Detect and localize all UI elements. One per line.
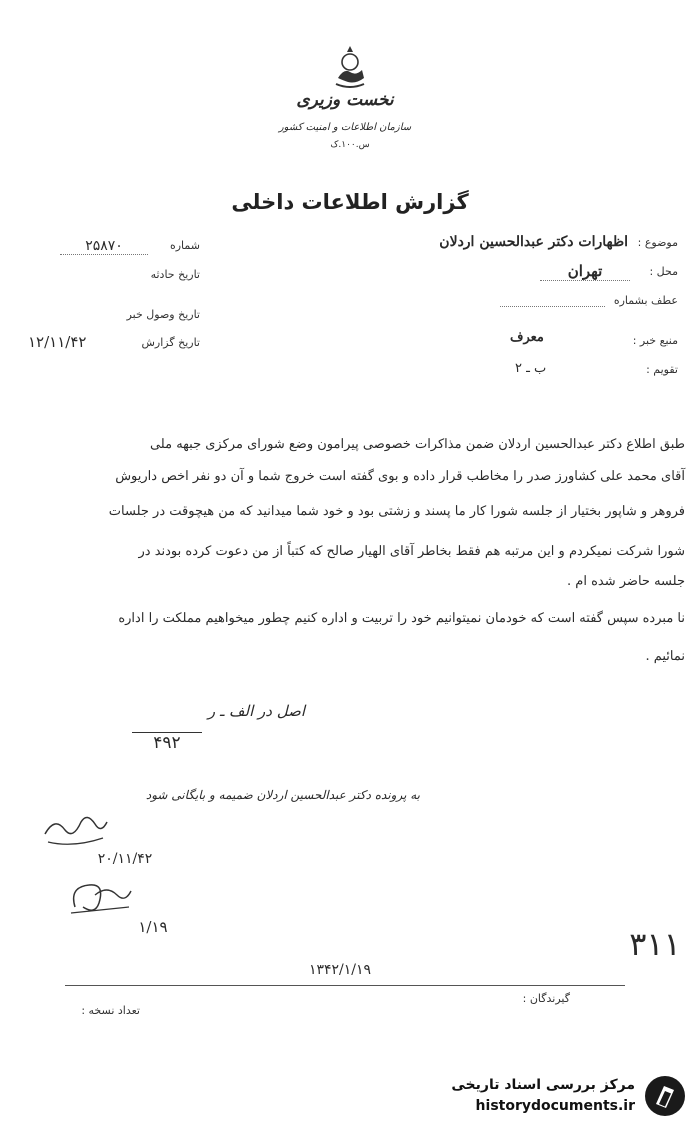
source-value: معرف — [510, 330, 544, 345]
body-line: نمائیم . — [645, 649, 685, 664]
subject-row — [370, 234, 678, 254]
source-label: منبع خبر : — [632, 334, 678, 347]
organization-name: سازمان اطلاعات و امنیت کشور — [278, 122, 412, 133]
signature-icon — [65, 877, 135, 919]
watermark-panel — [405, 1070, 700, 1120]
watermark-url: historydocuments.ir — [475, 1098, 635, 1114]
footer-date: ۱۳۴۲/۱/۱۹ — [308, 962, 372, 978]
footer-divider — [65, 985, 625, 986]
report-date-row — [28, 333, 200, 353]
body-line: جلسه حاضر شده ام . — [567, 574, 685, 589]
subject-label: موضوع : — [637, 236, 678, 249]
copies-label: تعداد نسخه : — [81, 1004, 140, 1017]
subject-value: اظهارات دکتر عبدالحسین اردلان — [439, 234, 628, 250]
signature-icon — [40, 812, 110, 852]
annotation-instruction: به پرونده دکتر عبدالحسین اردلان ضمیمه و بایگانی شود — [145, 788, 420, 802]
reference-label: عطف بشماره — [613, 294, 678, 307]
page-side-number: ۳۱۱ — [629, 925, 681, 963]
report-date-value: ۱۲/۱۱/۴۲ — [28, 333, 87, 351]
place-row — [450, 262, 678, 282]
source-row — [500, 330, 678, 350]
recipients-label: گیرندگان : — [522, 992, 570, 1005]
evaluation-value: ب ـ ۲ — [515, 361, 547, 376]
lion-and-sun-emblem-icon — [330, 44, 370, 92]
event-date-label: تاریخ حادثه — [150, 268, 200, 281]
reference-row — [500, 292, 678, 310]
evaluation-label: تقویم : — [646, 363, 678, 376]
report-number-row — [60, 238, 200, 256]
organization-code: س.۱۰۰.ک — [330, 140, 370, 150]
evaluation-row — [510, 360, 678, 380]
body-line: آقای محمد علی کشاورز صدر را مخاطب قرار داده و بوی گفته است خروج شما و آن دو نفر اخص داریوش — [115, 469, 685, 484]
reference-value-line — [500, 292, 605, 307]
report-number-value: ۲۵۸۷۰ — [60, 238, 148, 255]
annotation-number: ۴۹۲ — [132, 732, 202, 753]
received-date-label: تاریخ وصول خبر — [126, 308, 200, 321]
place-label: محل : — [649, 265, 678, 278]
body-line: شورا شرکت نمیکردم و این مرتبه هم فقط بخاطر آقای الهیار صالح که کتباً از من دعوت کرده بودند در — [138, 544, 685, 559]
office-title: نخست وزیری — [296, 90, 394, 110]
report-number-label: شماره — [169, 239, 200, 252]
body-line: فروهر و شاپور بختیار از جلسه شورا کار ما پسند و زشتی بود و خود شما میدانید که من هیچوقت در جلسات — [108, 504, 685, 519]
body-line: طبق اطلاع دکتر عبدالحسین اردلان ضمن مذاکرات خصوصی پیرامون وضع شورای مرکزی جبهه ملی — [149, 437, 685, 452]
document-archive-logo-icon — [643, 1074, 687, 1118]
annotation-date: ۲۰/۱۱/۴۲ — [97, 851, 153, 867]
watermark-title: مرکز بررسی اسناد تاریخی — [451, 1077, 635, 1093]
report-date-label: تاریخ گزارش — [141, 336, 200, 349]
annotation-date: ۱/۱۹ — [138, 918, 168, 936]
place-value: تهران — [540, 262, 630, 281]
annotation-note: اصل در الف ـ ر — [207, 702, 305, 720]
report-title: گزارش اطلاعات داخلی — [231, 190, 469, 214]
body-line: نا مبرده سپس گفته است که خودمان نمیتوانیم خود را تربیت و اداره کنیم چطور میخواهیم مملکت را اداره — [118, 611, 685, 626]
